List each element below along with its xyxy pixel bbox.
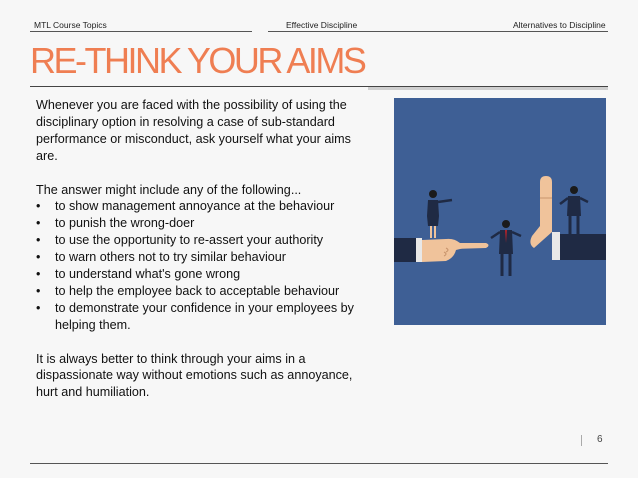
list-item-text: to demonstrate your confidence in your employees by helping them.	[55, 300, 354, 332]
woman-pointing-figure	[427, 190, 452, 238]
list-item-text: to help the employee back to acceptable behaviour	[55, 283, 340, 298]
header-section: Effective Discipline	[286, 20, 358, 30]
list-item	[36, 300, 371, 334]
bullet-icon: •	[36, 250, 41, 265]
list-item-text: to use the opportunity to re-assert your authority	[55, 233, 324, 248]
header-course-topics: MTL Course Topics	[34, 20, 107, 30]
list-item-text: to warn others not to try similar behaviour	[55, 250, 286, 265]
intro-paragraph: Whenever you are faced with the possibility of using the disciplinary option in resolving a case of sub-standard performance or misconduct, ask yourself what your aims are.	[36, 98, 351, 163]
list-item-text: to punish the wrong-doer	[55, 216, 195, 231]
list-item	[36, 232, 371, 249]
footer-divider	[30, 463, 608, 464]
list-item	[36, 198, 371, 215]
pointing-hand	[422, 239, 464, 262]
header-subsection: Alternatives to Discipline	[513, 20, 606, 30]
stop-hand	[530, 176, 552, 248]
bullet-icon: •	[36, 199, 41, 214]
center-man-figure	[491, 220, 521, 276]
paragraph-gap	[36, 165, 371, 182]
list-item-text: to show management annoyance at the behaviour	[55, 199, 335, 214]
bullet-icon: •	[36, 283, 41, 298]
closing-paragraph: It is always better to think through your aims in a dispassionate way without emotions such as annoyance, hurt and humiliation.	[36, 351, 353, 400]
lead-paragraph: The answer might include any of the following...	[36, 182, 302, 197]
header-divider-right	[268, 31, 608, 32]
bullet-icon: •	[36, 233, 41, 248]
page-number: 6	[597, 434, 603, 445]
list-item	[36, 249, 371, 266]
pointing-finger	[446, 243, 489, 249]
list-item-text: to understand what's gone wrong	[55, 267, 241, 282]
right-sleeve	[558, 234, 606, 260]
blame-illustration	[394, 98, 606, 325]
slide-title: RE-THINK YOUR AIMS	[30, 40, 365, 81]
list-item	[36, 215, 371, 232]
bullet-icon: •	[36, 267, 41, 282]
list-item	[36, 266, 371, 283]
bullet-icon: •	[36, 216, 41, 231]
pointing-hands-illustration	[394, 98, 606, 325]
left-cuff	[416, 238, 422, 262]
right-cuff	[552, 232, 560, 260]
right-man-figure	[560, 186, 588, 234]
header-divider-left	[30, 31, 252, 32]
aims-list	[36, 198, 371, 333]
slide-body	[36, 97, 371, 401]
list-item	[36, 283, 371, 300]
page-number-separator	[581, 435, 582, 446]
paragraph-gap	[36, 334, 371, 351]
bullet-icon: •	[36, 300, 41, 315]
title-underline-shadow	[368, 87, 608, 90]
